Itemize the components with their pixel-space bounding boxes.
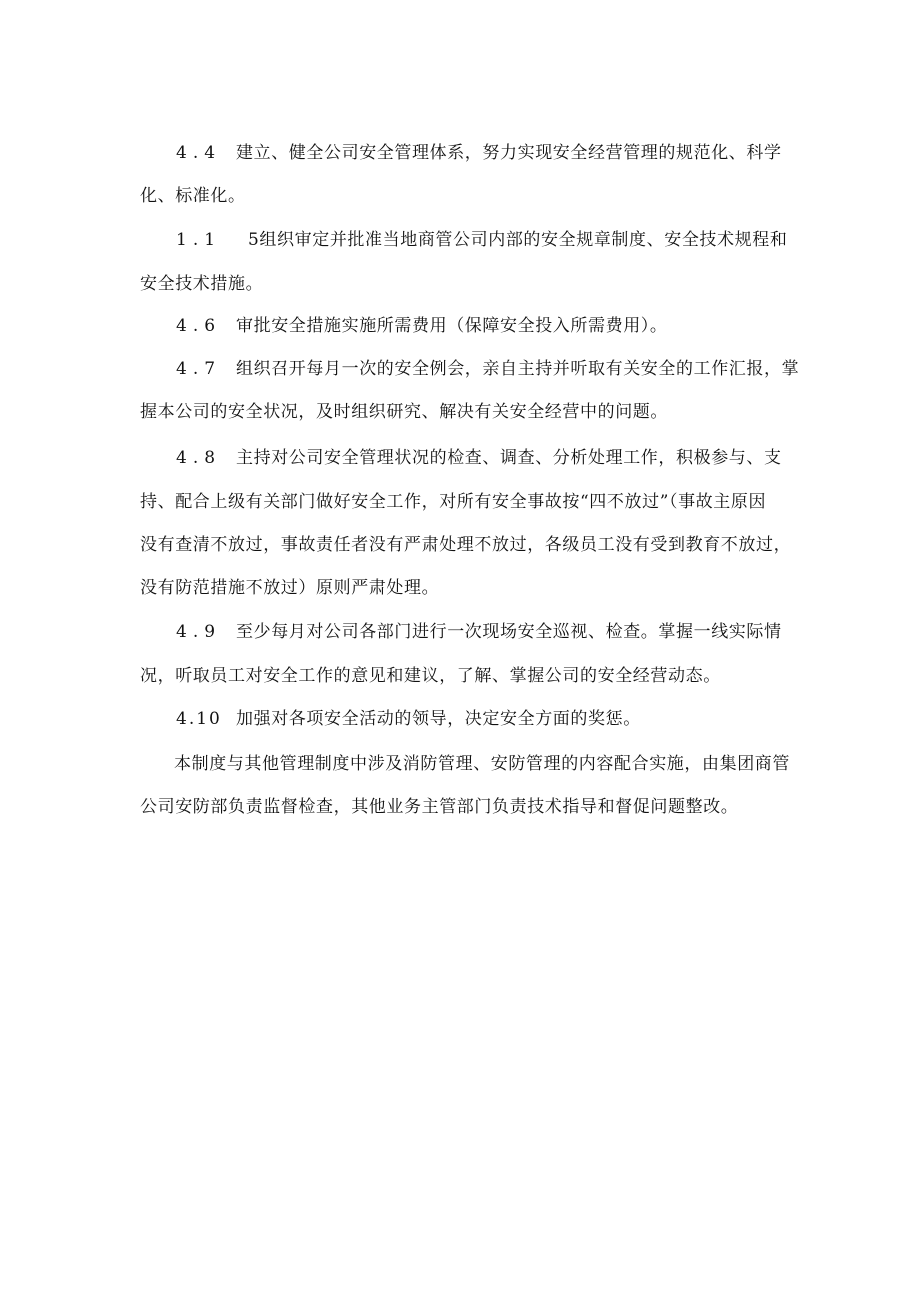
item-text: 加强对各项安全活动的领导，决定安全方面的奖惩。 <box>236 709 641 729</box>
item-1-1-line-1 <box>140 228 787 252</box>
item-4-8-line-2 <box>140 490 766 514</box>
item-number: 1.1 <box>176 230 222 250</box>
item-4-4-line-1 <box>140 141 782 165</box>
item-text: 握本公司的安全状况，及时组织研究、解决有关安全经营中的问题。 <box>140 402 668 422</box>
item-text: 5组织审定并批准当地商管公司内部的安全规章制度、安全技术规程和 <box>248 230 788 250</box>
item-text: 没有查清不放过，事故责任者没有严肃处理不放过，各级员工没有受到教育不放过， <box>140 535 792 555</box>
closing-text: 本制度与其他管理制度中涉及消防管理、安防管理的内容配合实施，由集团商管 <box>174 754 790 774</box>
item-text: 组织召开每月一次的安全例会，亲自主持并听取有关安全的工作汇报，掌 <box>236 359 800 379</box>
item-text: 主持对公司安全管理状况的检查、调查、分析处理工作，积极参与、支 <box>236 448 782 468</box>
item-4-8-line-3 <box>140 533 791 557</box>
item-number: 4.6 <box>176 316 222 336</box>
item-4-7-line-2 <box>140 400 668 424</box>
item-number: 4.10 <box>176 709 222 729</box>
item-text: 持、配合上级有关部门做好安全工作，对所有安全事故按“四不放过”（事故主原因 <box>140 492 767 512</box>
closing-text: 公司安防部负责监督检查，其他业务主管部门负责技术指导和督促问题整改。 <box>140 797 739 817</box>
item-number: 4.8 <box>176 448 222 468</box>
item-number: 4.9 <box>176 622 222 642</box>
item-4-8-line-1 <box>140 446 782 470</box>
item-4-7-line-1 <box>140 357 799 381</box>
item-4-9-line-2 <box>140 664 721 688</box>
item-text: 况，听取员工对安全工作的意见和建议，了解、掌握公司的安全经营动态。 <box>140 666 721 686</box>
item-text: 安全技术措施。 <box>140 274 264 294</box>
item-text: 没有防范措施不放过）原则严肃处理。 <box>140 578 440 598</box>
item-4-6-line-1 <box>140 314 668 338</box>
item-text: 至少每月对公司各部门进行一次现场安全巡视、检查。掌握一线实际情 <box>236 622 782 642</box>
item-4-9-line-1 <box>140 620 782 644</box>
closing-paragraph-line-1 <box>140 752 790 776</box>
item-4-4-line-2 <box>140 184 246 208</box>
closing-paragraph-line-2 <box>140 795 738 819</box>
item-number: 4.4 <box>176 143 222 163</box>
item-text: 化、标准化。 <box>140 186 246 206</box>
item-4-8-line-4 <box>140 576 439 600</box>
item-text: 建立、健全公司安全管理体系，努力实现安全经营管理的规范化、科学 <box>236 143 782 163</box>
item-number: 4.7 <box>176 359 222 379</box>
item-4-10-line-1 <box>140 707 641 731</box>
item-text: 审批安全措施实施所需费用（保障安全投入所需费用）。 <box>236 316 668 336</box>
item-1-1-line-2 <box>140 272 263 296</box>
